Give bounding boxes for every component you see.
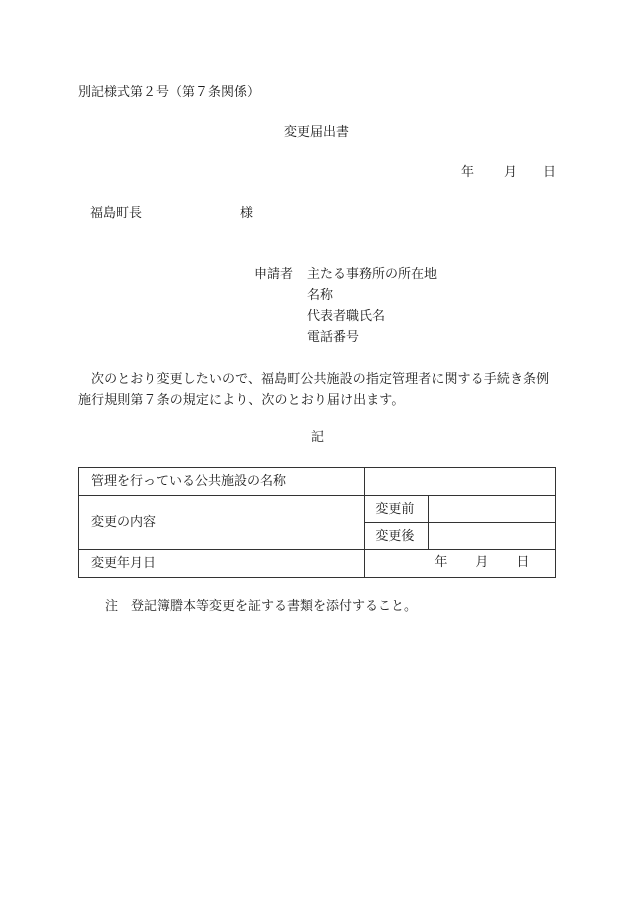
- table-row: [79, 496, 556, 523]
- change-date-month: 月: [475, 555, 489, 570]
- table-row: [79, 550, 556, 578]
- change-date-value: [365, 550, 556, 578]
- change-record-table: [78, 467, 556, 578]
- date-day-label: 日: [543, 165, 557, 180]
- facility-name-label: 管理を行っている公共施設の名称: [79, 468, 365, 496]
- applicant-label: 申請者: [254, 267, 294, 282]
- change-date-day: 日: [516, 555, 530, 570]
- facility-name-value: [365, 468, 556, 496]
- date-month-label: 月: [504, 165, 518, 180]
- after-change-value: [429, 523, 556, 550]
- table-row: [79, 468, 556, 496]
- change-date-label: 変更年月日: [79, 550, 365, 578]
- applicant-fields: [307, 268, 437, 352]
- change-content-label: 変更の内容: [79, 496, 365, 550]
- applicant-field-representative: 代表者職氏名: [307, 309, 386, 324]
- change-date-year: 年: [434, 555, 448, 570]
- before-change-label: 変更前: [365, 496, 429, 523]
- applicant-field-address: 主たる事務所の所在地: [307, 267, 438, 282]
- addressee-honorific: 様: [240, 206, 254, 221]
- addressee-name: 福島町長: [90, 206, 143, 221]
- form-number: 別記様式第２号（第７条関係）: [78, 85, 261, 100]
- body-paragraph: 次のとおり変更したいので、福島町公共施設の指定管理者に関する手続き条例施行規則第７条の規定により、次のとおり届け出ます。: [78, 372, 550, 408]
- ki-heading: 記: [311, 430, 325, 445]
- applicant-field-phone: 電話番号: [307, 330, 360, 345]
- after-change-label: 変更後: [365, 523, 429, 550]
- attachment-note: 注 登記簿謄本等変更を証する書類を添付すること。: [105, 599, 418, 614]
- before-change-value: [429, 496, 556, 523]
- date-year-label: 年: [461, 165, 475, 180]
- applicant-field-name: 名称: [307, 288, 334, 303]
- document-title: 変更届出書: [284, 125, 350, 140]
